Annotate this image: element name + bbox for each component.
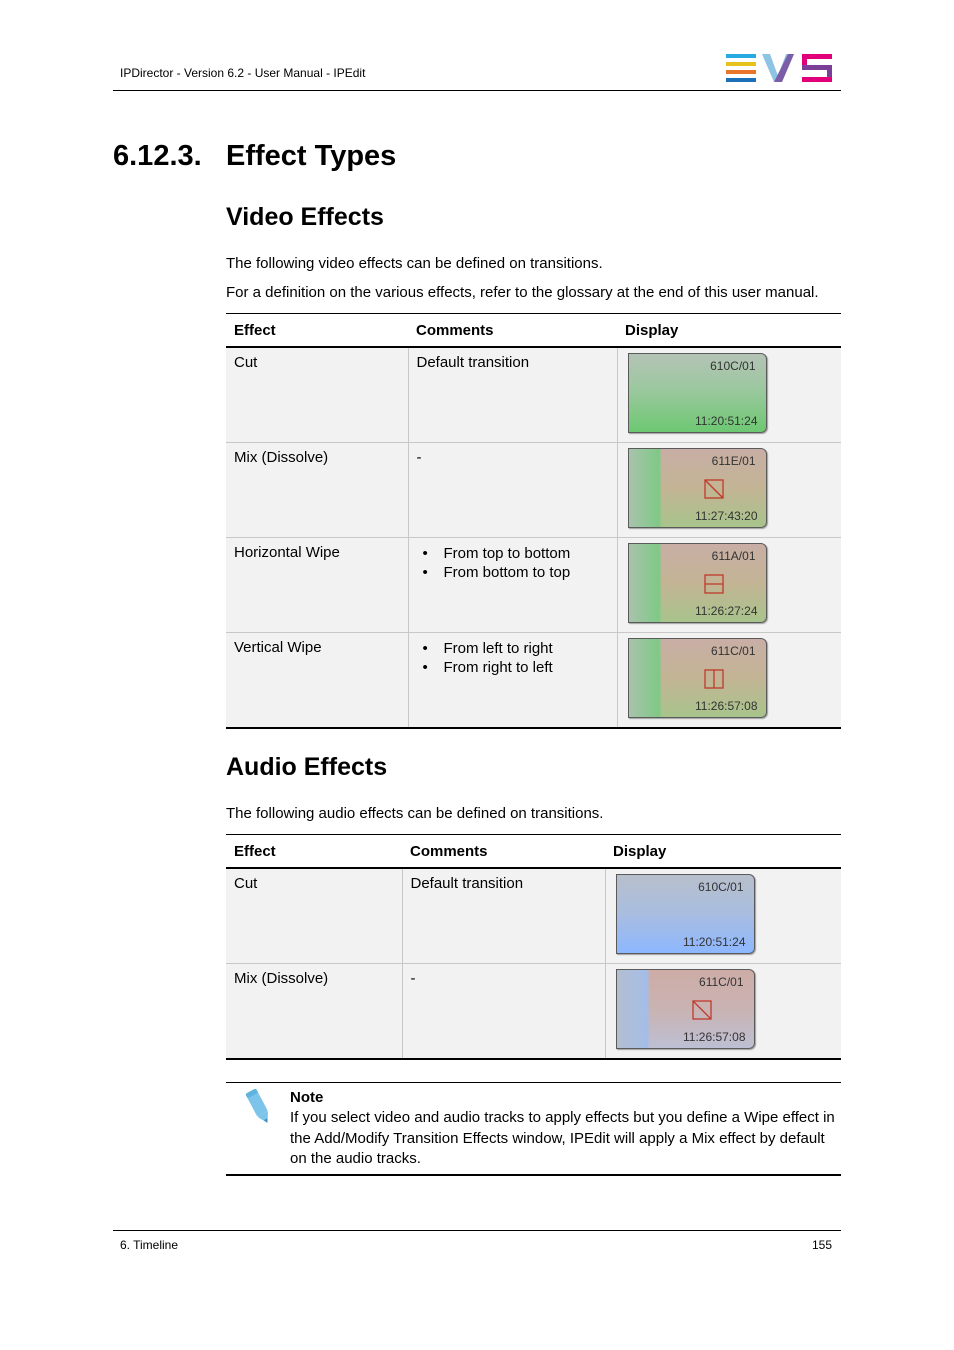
evs-logo	[726, 54, 834, 82]
audio-intro: The following audio effects can be defined on transitions.	[226, 805, 604, 822]
column-header: Effect	[226, 314, 408, 348]
clip-id: 611C/01	[699, 975, 744, 989]
clip-timecode: 11:20:51:24	[694, 414, 758, 428]
clip-id: 611E/01	[711, 454, 756, 468]
clip-thumbnail	[616, 874, 755, 954]
clip-thumbnail	[616, 969, 755, 1049]
comment-cell	[408, 633, 617, 729]
note-top-rule	[226, 1082, 841, 1083]
table-row	[226, 964, 841, 1060]
video-effects-heading: Video Effects	[226, 203, 384, 231]
video-intro-2: For a definition on the various effects, refer to the glossary at the end of this user manual.	[226, 284, 819, 301]
effect-cell: Mix (Dissolve)	[226, 443, 408, 538]
mix-icon	[704, 479, 724, 499]
comment-cell: -	[402, 964, 605, 1060]
vertical-wipe-icon	[704, 669, 724, 689]
clip-timecode: 11:26:57:08	[682, 1030, 746, 1044]
audio-effects-table	[226, 834, 841, 1060]
table-row	[226, 538, 841, 633]
effect-cell: Vertical Wipe	[226, 633, 408, 729]
column-header: Comments	[408, 314, 617, 348]
note-body: If you select video and audio tracks to apply effects but you define a Wipe effect in the Add/Modify Transition Effects window, IPEdit will apply a Mix effect by default on the audio tracks.	[290, 1109, 835, 1167]
display-cell	[605, 964, 841, 1060]
comment-cell	[408, 538, 617, 633]
section-title-text: Effect Types	[226, 140, 397, 172]
clip-thumbnail	[628, 353, 767, 433]
list-item: • From right to left	[417, 658, 609, 677]
section-title	[113, 140, 396, 173]
video-effects-table	[226, 313, 841, 729]
audio-effects-heading: Audio Effects	[226, 753, 388, 781]
comment-cell: -	[408, 443, 617, 538]
comment-cell: Default transition	[408, 347, 617, 443]
footer-chapter: 6. Timeline	[120, 1238, 179, 1252]
display-cell	[617, 347, 841, 443]
table-row	[226, 633, 841, 729]
effect-cell: Horizontal Wipe	[226, 538, 408, 633]
table-header-row	[226, 835, 841, 869]
display-cell	[617, 538, 841, 633]
pencil-icon	[242, 1086, 276, 1128]
column-header: Display	[605, 835, 841, 869]
horizontal-wipe-icon	[704, 574, 724, 594]
mix-icon	[692, 1000, 712, 1020]
video-intro-1: The following video effects can be defined on transitions.	[226, 255, 603, 272]
display-cell	[617, 633, 841, 729]
clip-timecode: 11:26:27:24	[694, 604, 758, 618]
clip-id: 611A/01	[711, 549, 756, 563]
running-header: IPDirector - Version 6.2 - User Manual - IPEdit	[120, 66, 366, 80]
clip-timecode: 11:26:57:08	[694, 699, 758, 713]
effect-cell: Mix (Dissolve)	[226, 964, 402, 1060]
table-row	[226, 347, 841, 443]
table-row	[226, 443, 841, 538]
effect-cell: Cut	[226, 868, 402, 964]
clip-id: 610C/01	[710, 359, 756, 373]
page-number: 155	[812, 1238, 833, 1252]
clip-id: 610C/01	[698, 880, 744, 894]
clip-thumbnail	[628, 638, 767, 718]
clip-timecode: 11:20:51:24	[682, 935, 746, 949]
display-cell	[617, 443, 841, 538]
section-number: 6.12.3.	[113, 140, 202, 172]
effect-cell: Cut	[226, 347, 408, 443]
column-header: Display	[617, 314, 841, 348]
list-item: • From left to right	[417, 639, 609, 658]
table-row	[226, 868, 841, 964]
clip-id: 611C/01	[711, 644, 756, 658]
clip-thumbnail	[628, 543, 767, 623]
table-header-row	[226, 314, 841, 348]
comment-cell: Default transition	[402, 868, 605, 964]
column-header: Comments	[402, 835, 605, 869]
display-cell	[605, 868, 841, 964]
clip-timecode: 11:27:43:20	[694, 509, 758, 523]
note-bottom-rule	[226, 1174, 841, 1176]
column-header: Effect	[226, 835, 402, 869]
header-rule	[113, 90, 841, 91]
footer-rule	[113, 1230, 841, 1231]
clip-thumbnail	[628, 448, 767, 528]
note-title: Note	[290, 1089, 324, 1106]
list-item: • From bottom to top	[417, 563, 609, 582]
list-item: • From top to bottom	[417, 544, 609, 563]
